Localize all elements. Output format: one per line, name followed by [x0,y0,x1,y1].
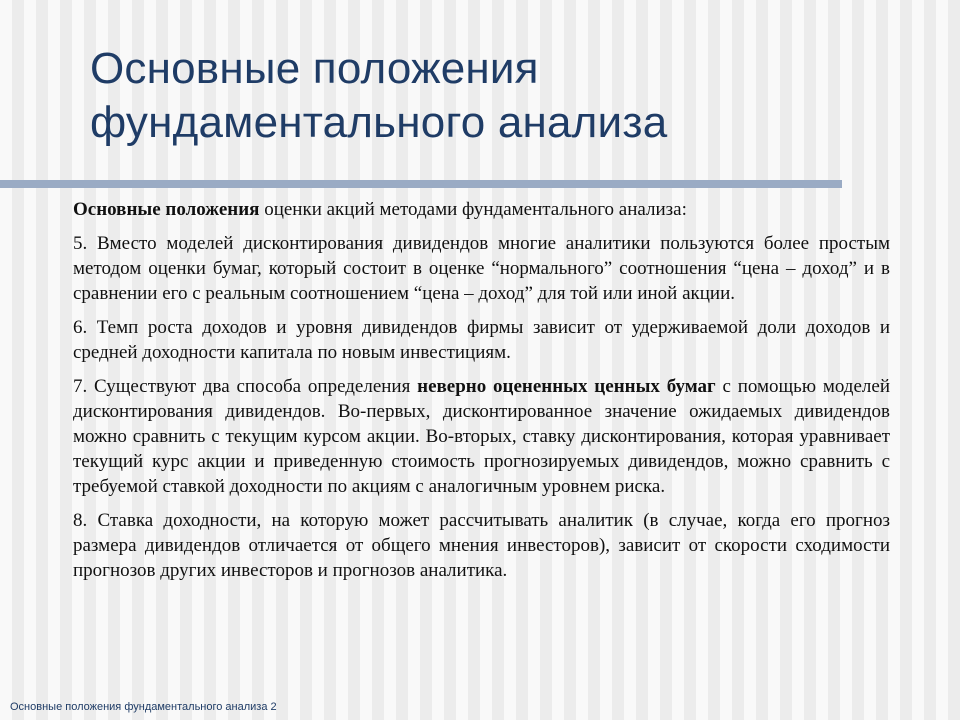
slide-title [90,42,910,150]
title-divider [0,180,842,188]
point-7-rest: с помощью моделей дисконтирования дивидендов. Во-первых, дисконтированное значение ожидаемых дивидендов можно сравнить с текущим курсом акции. Во-вторых, ставку дисконтирования, которая уравнивает текущий курс акции и приведенную стоимость прогнозируемых дивидендов, можно сравнить с требуемой ставкой доходности по акциям с аналогичным уровнем риска. [73,376,890,497]
point-5: 5. Вместо моделей дисконтирования дивидендов многие аналитики пользуются более простым методом оценки бумаг, который состоит в оценке “нормального” соотношения “цена – доход” и в сравнении его с реальным соотношением “цена – доход” для той или иной акции. [73,233,890,304]
point-7-bold-text: неверно оцененных ценных бумаг [417,376,716,397]
slide-body [73,197,890,592]
point-8: 8. Ставка доходности, на которую может рассчитывать аналитик (в случае, когда его прогноз размера дивидендов отличается от общего мнения инвесторов), зависит от скорости сходимости прогнозов других инвесторов и прогнозов аналитика. [73,510,890,581]
slide-title-line-1: Основные положения [90,44,539,93]
point-7-start: 7. Существуют два способа определения [73,376,418,397]
intro-text: оценки акций методами фундаментального анализа: [259,199,687,220]
intro-bold-text: Основные положения [73,199,260,220]
point-6: 6. Темп роста доходов и уровня дивидендов фирмы зависит от удерживаемой доли доходов и средней доходности капитала по новым инвестициям. [73,317,890,363]
slide-footer: Основные положения фундаментального анализа 2 [10,701,277,713]
intro-paragraph [73,197,890,222]
point-7 [73,374,890,499]
slide-title-line-2: фундаментального анализа [90,98,668,147]
